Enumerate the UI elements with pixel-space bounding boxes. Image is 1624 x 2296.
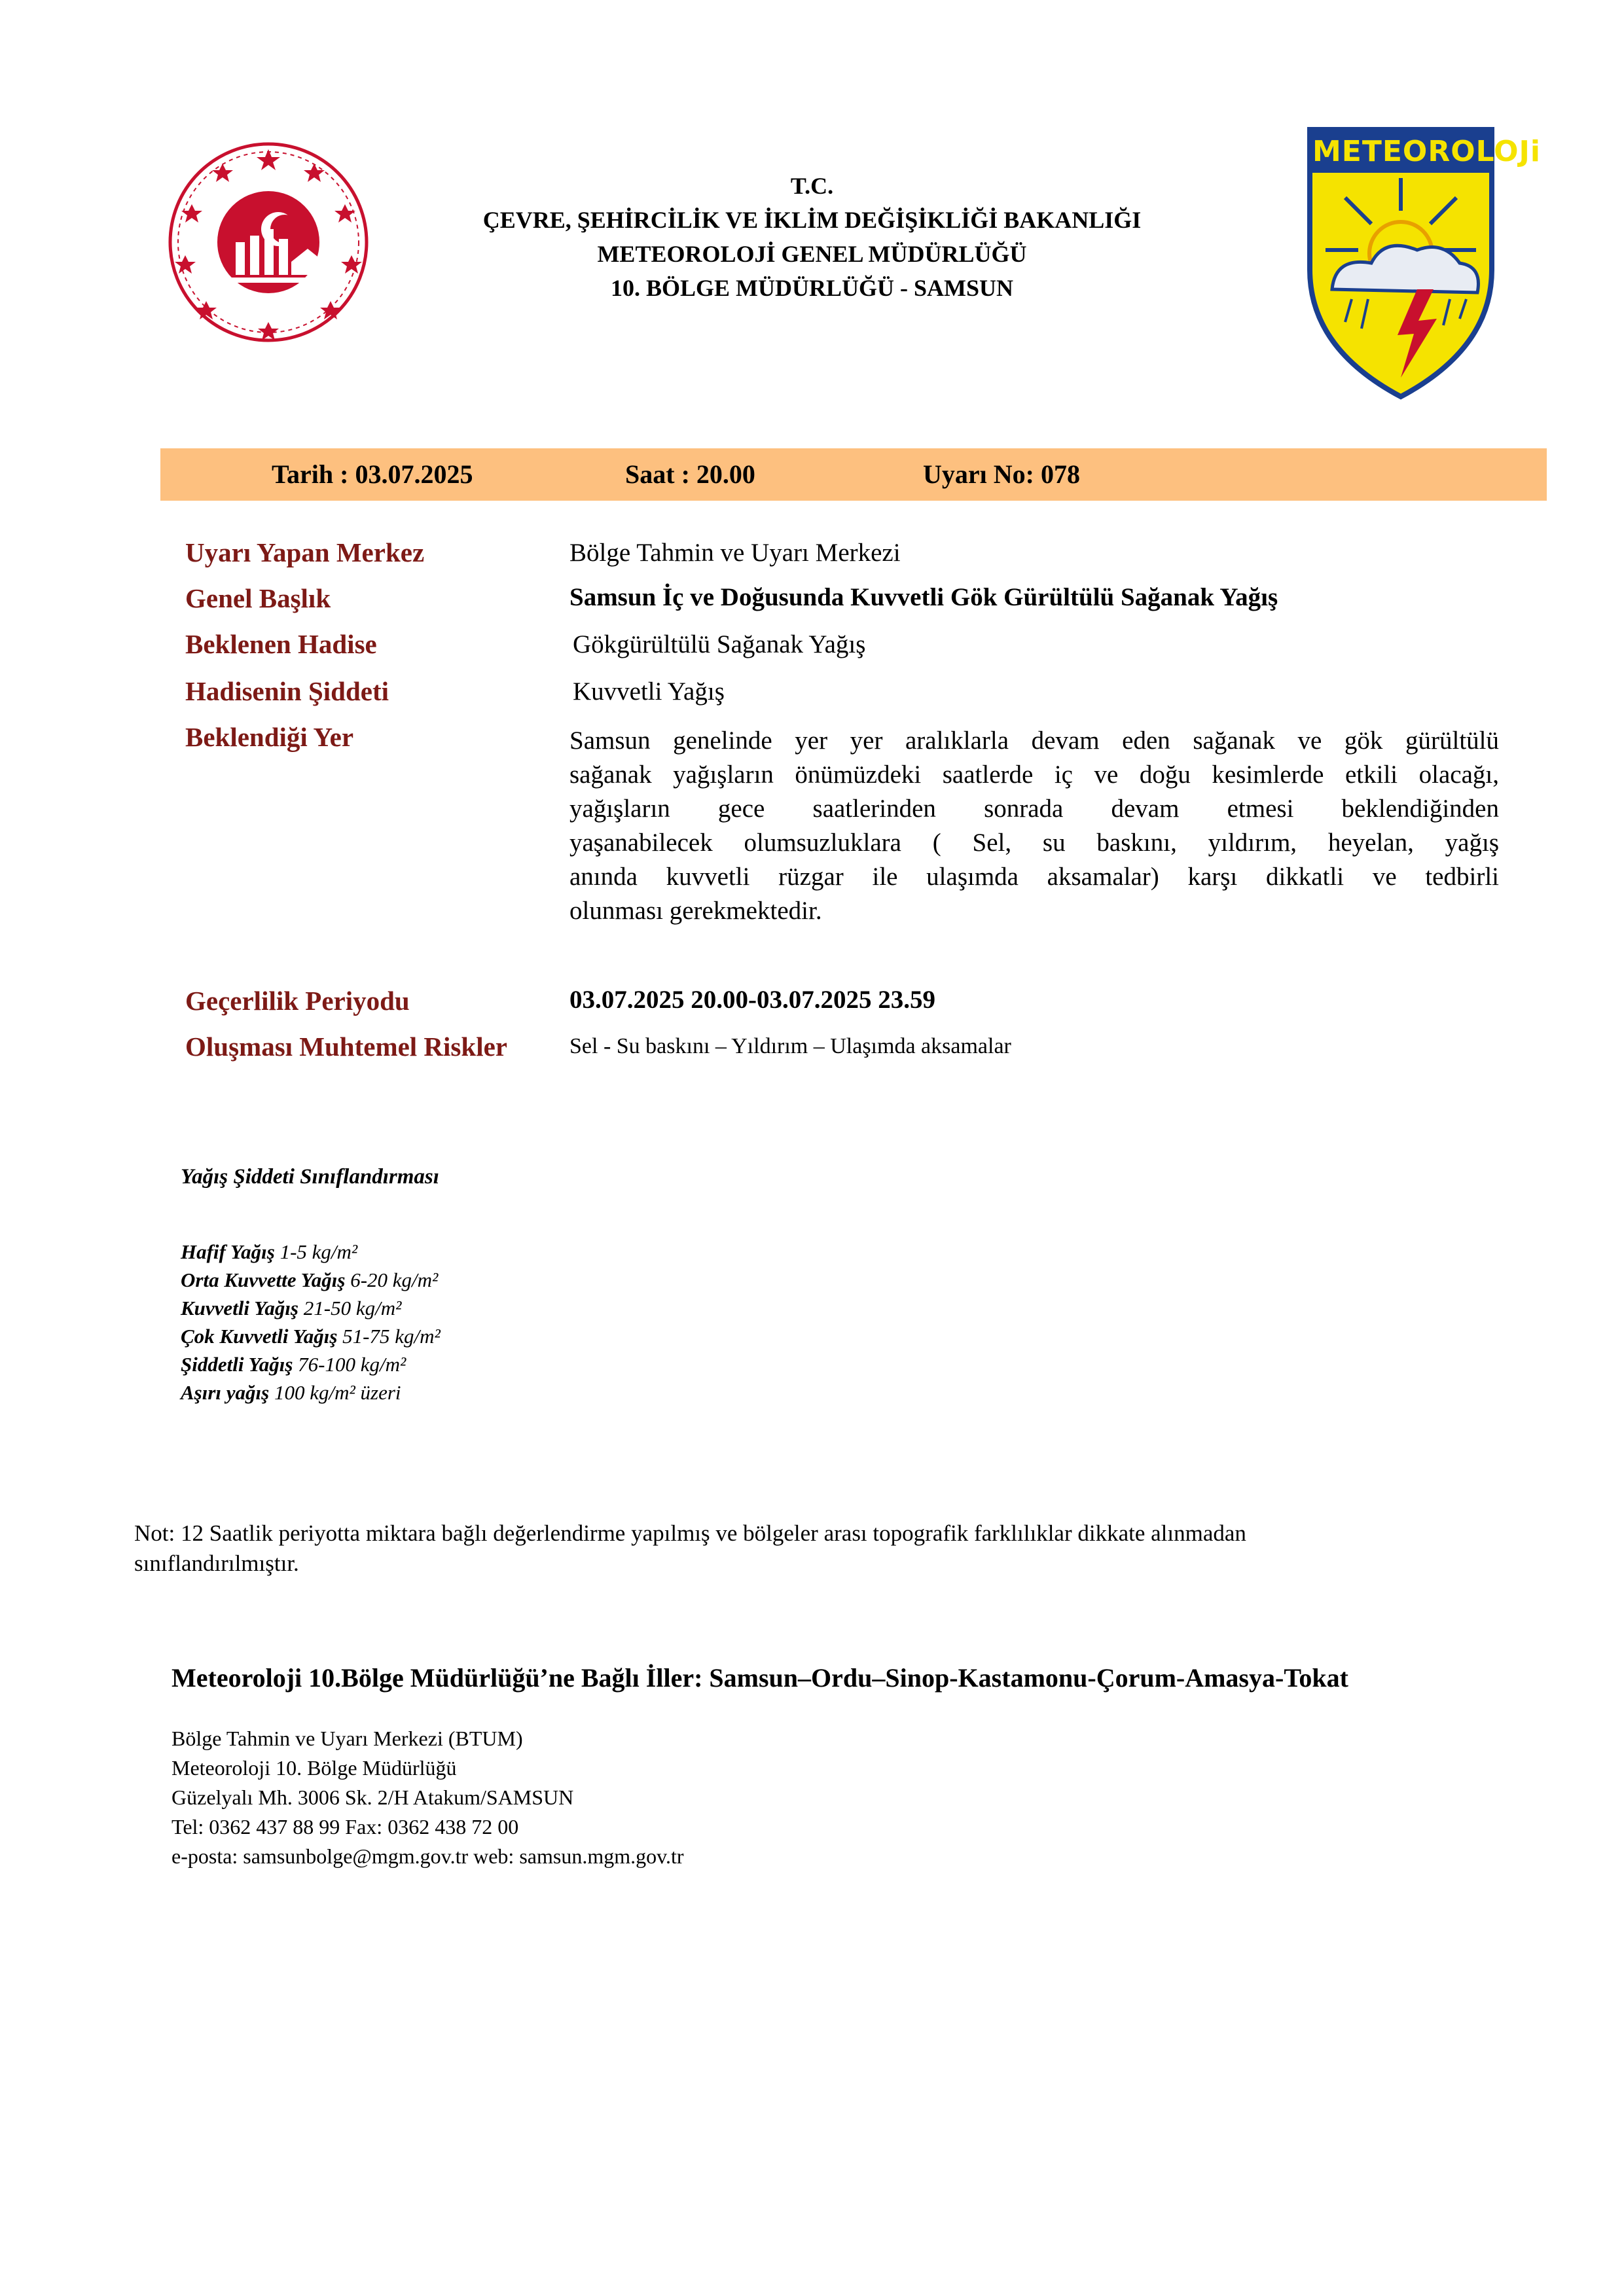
warning-time: Saat : 20.00 (625, 459, 755, 489)
class-name: Çok Kuvvetli Yağış (181, 1325, 338, 1348)
warning-date: Tarih : 03.07.2025 (272, 459, 473, 489)
class-range: 100 kg/m² üzeri (274, 1381, 401, 1404)
event-value: Gökgürültülü Sağanak Yağış (573, 630, 866, 658)
event-label: Beklenen Hadise (185, 629, 377, 659)
class-range: 51-75 kg/m² (342, 1325, 441, 1348)
note-line: sınıflandırılmıştır. (134, 1551, 299, 1576)
place-label: Beklendiği Yer (185, 722, 354, 752)
class-name: Kuvvetli Yağış (181, 1297, 298, 1319)
class-name: Hafif Yağış (181, 1240, 275, 1263)
class-range: 1-5 kg/m² (280, 1240, 358, 1263)
provinces-line: Meteoroloji 10.Bölge Müdürlüğü’ne Bağlı İller: Samsun–Ordu–Sinop-Kastamonu-Çorum-Amasya-Tokat (171, 1663, 1348, 1693)
place-line: olunması gerekmektedir. (569, 897, 822, 925)
class-range: 76-100 kg/m² (298, 1353, 406, 1376)
center-label: Uyarı Yapan Merkez (185, 537, 425, 567)
risks-label: Oluşması Muhtemel Riskler (185, 1031, 507, 1062)
risks-value: Sel - Su baskını – Yıldırım – Ulaşımda aksamalar (569, 1034, 1011, 1058)
title-value: Samsun İç ve Doğusunda Kuvvetli Gök Gürültülü Sağanak Yağış (569, 583, 1278, 611)
note-text (134, 1518, 1528, 1579)
classification-row (181, 1325, 441, 1348)
classification-row (181, 1353, 406, 1376)
classification-row (181, 1240, 357, 1264)
class-name: Şiddetli Yağış (181, 1353, 293, 1376)
header-directorate: METEOROLOJİ GENEL MÜDÜRLÜĞÜ (597, 241, 1027, 267)
class-range: 21-50 kg/m² (303, 1297, 402, 1319)
contact-phone: Tel: 0362 437 88 99 Fax: 0362 438 72 00 (171, 1815, 519, 1839)
place-line: yaşanabilecek olumsuzluklara ( Sel, su baskını, yıldırım, heyelan, yağış (569, 829, 1499, 857)
contact-directorate: Meteoroloji 10. Bölge Müdürlüğü (171, 1756, 457, 1780)
validity-value: 03.07.2025 20.00-03.07.2025 23.59 (569, 986, 935, 1014)
validity-label: Geçerlilik Periyodu (185, 986, 410, 1016)
severity-value: Kuvvetli Yağış (573, 677, 725, 706)
header-ministry: ÇEVRE, ŞEHİRCİLİK VE İKLİM DEĞİŞİKLİĞİ BAKANLIĞI (482, 207, 1142, 233)
class-name: Orta Kuvvette Yağış (181, 1268, 346, 1291)
classification-title: Yağış Şiddeti Sınıflandırması (181, 1165, 439, 1189)
place-line: anında kuvvetli rüzgar ile ulaşımda aksamalar) karşı dikkatli ve tedbirli (569, 863, 1499, 891)
place-line: yağışların gece saatlerinden sonrada devam etmesi beklendiğinden (569, 795, 1499, 823)
class-name: Aşırı yağış (181, 1381, 270, 1404)
header-tc: T.C. (790, 173, 834, 199)
title-label: Genel Başlık (185, 583, 331, 613)
severity-label: Hadisenin Şiddeti (185, 676, 389, 706)
header-regional: 10. BÖLGE MÜDÜRLÜĞÜ - SAMSUN (610, 275, 1014, 301)
note-line: Not: 12 Saatlik periyotta miktara bağlı değerlendirme yapılmış ve bölgeler arası topografik farklılıklar dikkate alınmadan (134, 1520, 1246, 1546)
place-line: Samsun genelinde yer yer aralıklarla devam eden sağanak ve gök gürültülü (569, 726, 1499, 755)
warning-number: Uyarı No: 078 (923, 459, 1080, 489)
warning-info-bar (160, 448, 1547, 501)
contact-address: Güzelyalı Mh. 3006 Sk. 2/H Atakum/SAMSUN (171, 1785, 574, 1809)
classification-row (181, 1268, 438, 1292)
class-range: 6-20 kg/m² (350, 1268, 439, 1291)
classification-row (181, 1381, 401, 1405)
logo-wordmark: METEOROLOJi (1312, 135, 1541, 168)
center-value: Bölge Tahmin ve Uyarı Merkezi (569, 539, 901, 567)
place-description (569, 724, 1499, 928)
contact-email-web: e-posta: samsunbolge@mgm.gov.tr web: samsun.mgm.gov.tr (171, 1844, 684, 1868)
classification-row (181, 1297, 401, 1320)
contact-center: Bölge Tahmin ve Uyarı Merkezi (BTUM) (171, 1727, 523, 1750)
meteoroloji-shield-logo (1306, 126, 1541, 401)
place-line: sağanak yağışların önümüzdeki saatlerde iç ve doğu kesimlerde etkili olacağı, (569, 761, 1499, 789)
